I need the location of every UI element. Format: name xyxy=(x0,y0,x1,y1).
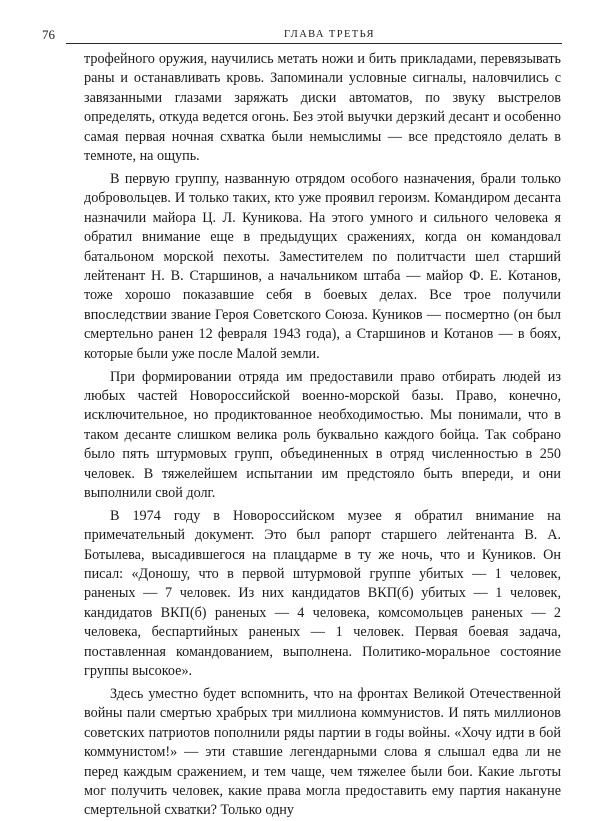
running-header xyxy=(0,24,600,44)
paragraph-formation: При формировании отряда им предоставили право отбирать людей из любых частей Новороссийской военно-морской базы. Право, конечно, исключительное, но продиктованное необходимостью. Мы понимали, что в таком десанте слишком велика роль буквально каждого бойца. Так собрано было пять штурмовых групп, объединенных в отряд численностью в 250 человек. В тяжелейшем испытании им предстояло быть впереди, и они выполнили свой долг. xyxy=(84,368,561,501)
header-rule xyxy=(66,43,562,44)
chapter-title: ГЛАВА ТРЕТЬЯ xyxy=(284,29,375,40)
page-number: 76 xyxy=(42,27,55,42)
paragraph-continuation: трофейного оружия, научились метать ножи и бить прикладами, перевязывать раны и останавливать кровь. Запоминали условные сигналы, наловчились с завязанными глазами заряжать диски автоматов, по звуку выстрелов определять, откуда ведется огонь. Без этой выучки дерзкий десант и особенно самая первая ночная схватка были немыслимы — все предстояло делать в темноте, на ощупь. xyxy=(84,51,561,165)
paragraph-museum-report: В 1974 году в Новороссийском музее я обратил внимание на примечательный документ. Это был рапорт старшего лейтенанта В. А. Ботылева, высадившегося на плацдарме в ту же ночь, что и Куников. Он писал: «Доношу, что в первой штурмовой группе убитых — 1 человек, раненых — 7 человек. Из них кандидатов ВКП(б) убитых — 1 человек, кандидатов ВКП(б) раненых — 4 человека, комсомольцев раненых — 2 человека, беспартийных раненых — 1 человек. Первая боевая задача, поставленная командованием, выполнена. Политико-моральное состояние группы высокое». xyxy=(84,507,561,680)
paragraph-first-group: В первую группу, названную отрядом особого назначения, брали только добровольцев. И только таких, кто уже проявил героизм. Командиром десанта назначили майора Ц. Л. Куникова. На этого умного и сильного человека я обратил внимание еще в предыдущих сражениях, когда он командовал батальоном морской пехоты. Заместителем по политчасти шел старший лейтенант Н. В. Старшинов, а начальником штаба — майор Ф. Е. Котанов, тоже хорошо показавшие себя в боевых делах. Все трое получили впоследствии звание Героя Советского Союза. Куников — посмертно (он был смертельно ранен 12 февраля 1943 года), а Старшинов и Котанов — в боях, которые были уже после Малой земли. xyxy=(84,170,561,362)
paragraph-communists: Здесь уместно будет вспомнить, что на фронтах Великой Отечественной войны пали смертью храбрых три миллиона коммунистов. И пять миллионов советских патриотов пополнили ряды партии в годы войны. «Хочу идти в бой коммунистом!» — эти ставшие легендарными слова я слышал едва ли не перед каждым сражением, и тем чаще, чем тяжелее были бои. Какие льготы мог получить человек, какие права могла предоставить ему партия накануне смертельной схватки? Только одну xyxy=(84,686,561,819)
body-text xyxy=(84,50,561,821)
